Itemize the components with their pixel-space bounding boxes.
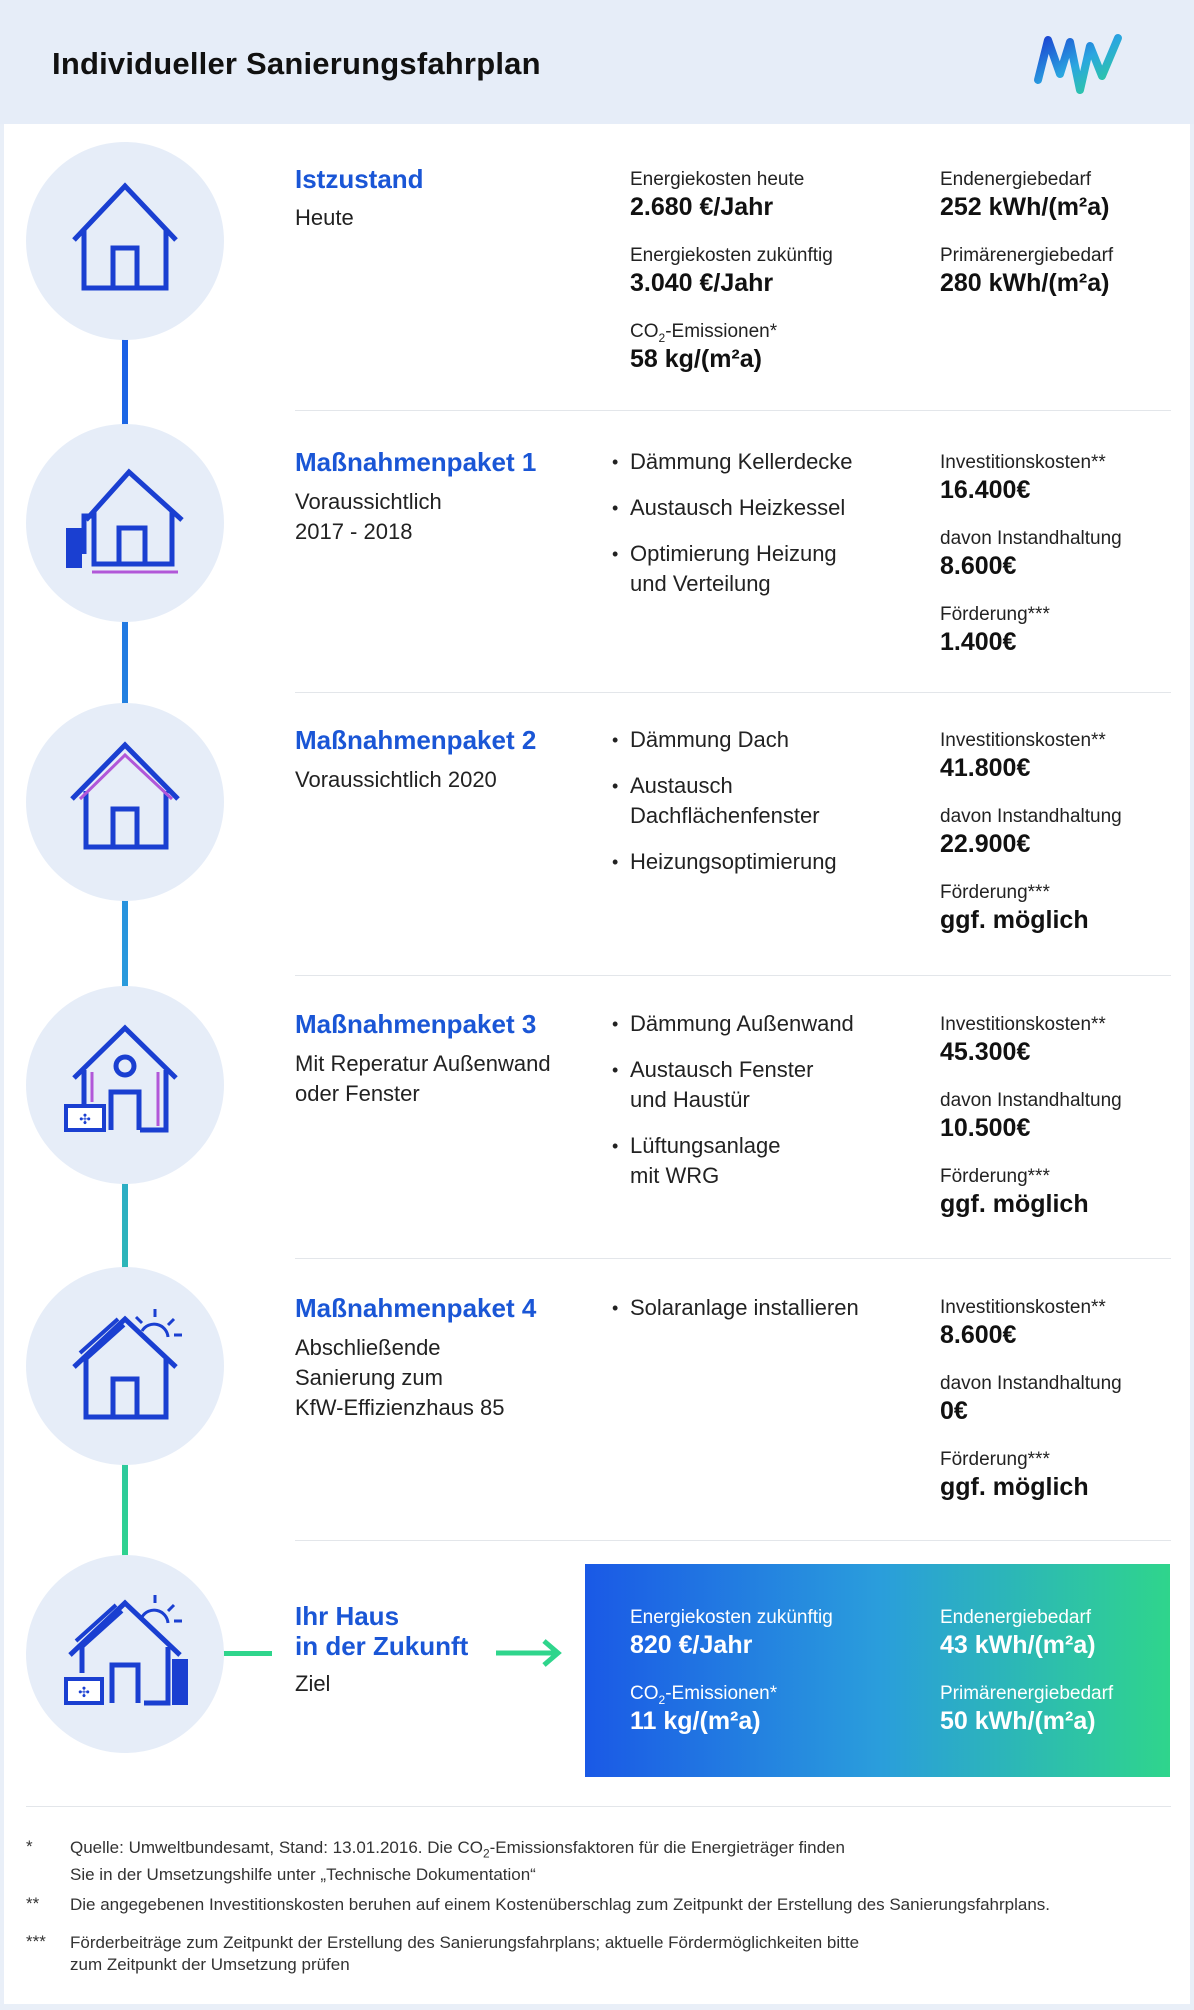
fund-label: Förderung*** xyxy=(940,1449,1050,1470)
package-4-heading: Maßnahmenpaket 4 xyxy=(295,1293,537,1323)
list-item: • Dämmung Kellerdecke xyxy=(612,447,853,477)
primary-energy-label: Primärenergiebedarf xyxy=(940,245,1114,266)
footnote-2: Die angegebenen Investitionskosten beruhen auf einem Kostenüberschlag zum Zeitpunkt der Erstellung des Sanierungsfahrplans. xyxy=(70,1895,1051,1914)
goal-box xyxy=(585,1564,1170,1777)
list-item: • Austausch Dachflächenfenster xyxy=(612,771,837,831)
fund-label: Förderung*** xyxy=(940,1166,1050,1187)
package-1-subtitle: Voraussichtlich 2017 - 2018 xyxy=(295,489,442,544)
goal-cost-future-value: 820 €/Jahr xyxy=(630,1631,753,1659)
package-4-measures xyxy=(612,1293,859,1339)
divider xyxy=(26,1806,1171,1807)
maint-value: 10.500€ xyxy=(940,1114,1031,1142)
divider xyxy=(295,1540,1171,1541)
footnote-mark: *** xyxy=(26,1932,46,1951)
cost-future-label: Energiekosten zukünftig xyxy=(630,245,833,266)
list-item: • Austausch Heizkessel xyxy=(612,493,853,523)
fund-label: Förderung*** xyxy=(940,882,1050,903)
house-icon-package-2 xyxy=(26,703,224,901)
goal-connector xyxy=(222,1651,272,1656)
footnote-1: Quelle: Umweltbundesamt, Stand: 13.01.2016. Die $CO_2$-Emissionsfaktoren für die Energieträger finden Sie in der Umsetzungshilfe unter „Technische Dokumentation“ xyxy=(70,1838,845,1885)
package-2-subtitle: Voraussichtlich 2020 xyxy=(295,767,497,792)
house-icon-current xyxy=(26,142,224,340)
primary-energy-value: 280 kWh/(m²a) xyxy=(940,269,1110,297)
svg-text:✣: ✣ xyxy=(79,1111,91,1127)
footnote-mark: * xyxy=(26,1837,33,1856)
current-heading: Istzustand xyxy=(295,164,424,194)
divider xyxy=(295,692,1171,693)
package-4-subtitle: Abschließende Sanierung zum KfW-Effizienzhaus 85 xyxy=(295,1335,505,1420)
goal-final-energy-value: 43 kWh/(m²a) xyxy=(940,1631,1096,1659)
goal-final-energy-label: Endenergiebedarf xyxy=(940,1607,1092,1628)
maint-label: davon Instandhaltung xyxy=(940,806,1122,827)
package-3-measures xyxy=(612,1009,854,1207)
house-icon-package-1 xyxy=(26,424,224,622)
footnote-3: Förderbeiträge zum Zeitpunkt der Erstellung des Sanierungsfahrplans; aktuelle Fördermöglichkeiten bitte zum Zeitpunkt der Umsetzung prüfen xyxy=(70,1933,860,1974)
goal-cost-future-label: Energiekosten zukünftig xyxy=(630,1607,833,1628)
goal-primary-energy-value: 50 kWh/(m²a) xyxy=(940,1707,1096,1735)
invest-label: Investitionskosten** xyxy=(940,452,1106,473)
divider xyxy=(295,975,1171,976)
footnote-mark: ** xyxy=(26,1894,40,1913)
list-item: • Austausch Fenster und Haustür xyxy=(612,1055,854,1115)
list-item: • Lüftungsanlage mit WRG xyxy=(612,1131,854,1191)
svg-text:✣: ✣ xyxy=(78,1684,90,1700)
maint-value: 0€ xyxy=(940,1397,968,1425)
package-2-measures xyxy=(612,725,837,893)
fund-value: ggf. möglich xyxy=(940,906,1089,934)
list-item: • Optimierung Heizung und Verteilung xyxy=(612,539,853,599)
cost-today-value: 2.680 €/Jahr xyxy=(630,193,774,221)
co2-label: $CO_2-Emissionen*$ xyxy=(630,321,778,345)
fund-value: ggf. möglich xyxy=(940,1190,1089,1218)
cost-today-label: Energiekosten heute xyxy=(630,169,805,190)
invest-label: Investitionskosten** xyxy=(940,1297,1106,1318)
goal-primary-energy-label: Primärenergiebedarf xyxy=(940,1683,1114,1704)
fund-value: 1.400€ xyxy=(940,628,1017,656)
maint-label: davon Instandhaltung xyxy=(940,1373,1122,1394)
maint-label: davon Instandhaltung xyxy=(940,1090,1122,1111)
package-2-heading: Maßnahmenpaket 2 xyxy=(295,725,537,755)
final-energy-value: 252 kWh/(m²a) xyxy=(940,193,1110,221)
goal-arrow-icon xyxy=(496,1641,558,1665)
cost-future-value: 3.040 €/Jahr xyxy=(630,269,774,297)
invest-value: 16.400€ xyxy=(940,476,1031,504)
package-3-heading: Maßnahmenpaket 3 xyxy=(295,1009,537,1039)
fund-label: Förderung*** xyxy=(940,604,1050,625)
current-subtitle: Heute xyxy=(295,205,354,230)
list-item: • Dämmung Außenwand xyxy=(612,1009,854,1039)
invest-value: 8.600€ xyxy=(940,1321,1017,1349)
invest-value: 41.800€ xyxy=(940,754,1031,782)
house-icon-package-4 xyxy=(26,1267,224,1465)
page-title: Individueller Sanierungsfahrplan xyxy=(52,46,541,81)
maint-value: 22.900€ xyxy=(940,830,1031,858)
co2-value: 58 kg/(m²a) xyxy=(630,345,762,373)
divider xyxy=(295,1258,1171,1259)
fund-value: ggf. möglich xyxy=(940,1473,1089,1501)
goal-subtitle: Ziel xyxy=(295,1671,331,1696)
package-1-heading: Maßnahmenpaket 1 xyxy=(295,447,537,477)
divider xyxy=(295,410,1171,411)
goal-co2-label: $CO_2-Emissionen*$ xyxy=(630,1683,778,1707)
invest-value: 45.300€ xyxy=(940,1038,1031,1066)
goal-heading: Ihr Haus in der Zukunft xyxy=(295,1601,469,1661)
list-item: • Solaranlage installieren xyxy=(612,1293,859,1323)
invest-label: Investitionskosten** xyxy=(940,1014,1106,1035)
package-3-subtitle: Mit Reperatur Außenwand oder Fenster xyxy=(295,1051,551,1106)
final-energy-label: Endenergiebedarf xyxy=(940,169,1092,190)
maint-value: 8.600€ xyxy=(940,552,1017,580)
package-1-measures xyxy=(612,447,853,615)
goal-co2-value: 11 kg/(m²a) xyxy=(630,1707,761,1735)
invest-label: Investitionskosten** xyxy=(940,730,1106,751)
list-item: • Heizungsoptimierung xyxy=(612,847,837,877)
list-item: • Dämmung Dach xyxy=(612,725,837,755)
house-icon-goal xyxy=(26,1555,224,1753)
house-icon-package-3 xyxy=(26,986,224,1184)
maint-label: davon Instandhaltung xyxy=(940,528,1122,549)
